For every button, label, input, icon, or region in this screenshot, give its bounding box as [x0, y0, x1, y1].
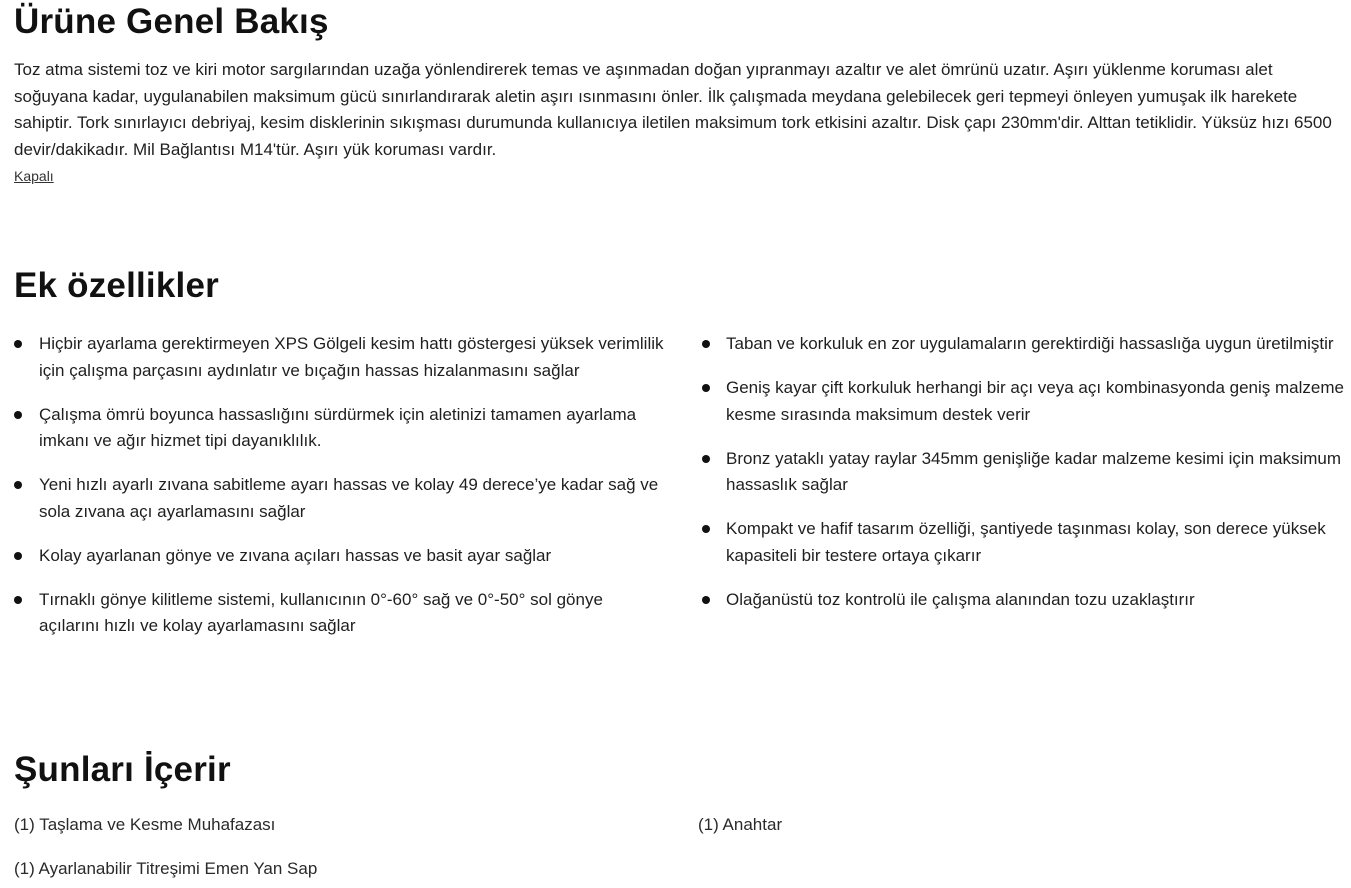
feature-item — [14, 472, 664, 525]
bullet-icon — [702, 596, 710, 604]
feature-item — [700, 587, 1351, 614]
bullet-icon — [14, 596, 22, 604]
feature-text: Bronz yataklı yatay raylar 345mm genişliğe kadar malzeme kesimi için maksimum hassaslık sağlar — [726, 448, 1342, 494]
bullet-icon — [702, 384, 710, 392]
feature-text: Geniş kayar çift korkuluk herhangi bir açı veya açı kombinasyonda geniş malzeme kesme sırasında maksimum destek verir — [726, 378, 1344, 424]
collapse-toggle-link[interactable]: Kapalı — [14, 168, 54, 184]
bullet-icon — [14, 552, 22, 560]
overview-description: Toz atma sistemi toz ve kiri motor sargılarından uzağa yönlendirerek temas ve aşınmadan doğan yıpranmayı azaltır ve alet ömrünü uzatır. Aşırı yüklenme koruması alet soğuyana kadar, uygulanabilen maksimum gücü sınırlandırarak aletin aşırı ısınmasını önler. İlk çalışmada meydana gelebilecek geri tepmeyi önleyen yumuşak ilk harekete sahiptir. Tork sınırlayıcı debriyaj, kesim disklerinin sıkışması durumunda kullanıcıya iletilen maksimum tork etkisini azaltır. Disk çapı 230mm'dir. Alttan tetiklidir. Yüksüz hızı 6500 devir/dakikadır. Mil Bağlantısı M14'tür. Aşırı yük koruması vardır. — [14, 60, 1332, 159]
features-list-left — [14, 331, 664, 657]
feature-text: Hiçbir ayarlama gerektirmeyen XPS Gölgeli kesim hattı göstergesi yüksek verimlilik için çalışma parçasını aydınlatır ve bıçağın hassas hizalanmasını sağlar — [39, 334, 664, 380]
feature-item — [700, 331, 1351, 358]
feature-text: Çalışma ömrü boyunca hassaslığını sürdürmek için aletinizi tamamen ayarlama imkanı ve ağır hizmet tipi dayanıklılık. — [39, 404, 637, 450]
features-title: Ek özellikler — [14, 266, 219, 305]
product-overview-section — [14, 2, 1351, 186]
bullet-icon — [702, 455, 710, 463]
overview-title: Ürüne Genel Bakış — [14, 2, 329, 41]
feature-item — [14, 543, 664, 570]
bullet-icon — [702, 340, 710, 348]
feature-text: Kolay ayarlanan gönye ve zıvana açıları hassas ve basit ayar sağlar — [39, 545, 552, 565]
features-list-right — [700, 331, 1351, 631]
feature-item — [700, 516, 1351, 569]
bullet-icon — [14, 340, 22, 348]
additional-features-section — [14, 266, 1351, 671]
feature-item — [700, 446, 1351, 499]
included-item: (1) Ayarlanabilir Titreşimi Emen Yan Sap — [14, 859, 318, 878]
feature-text: Taban ve korkuluk en zor uygulamaların gerektirdiği hassaslığa uygun üretilmiştir — [726, 334, 1334, 353]
includes-section — [14, 750, 1351, 878]
feature-item — [14, 331, 664, 384]
features-columns — [14, 331, 1351, 671]
bullet-icon — [14, 481, 22, 489]
feature-text: Kompakt ve hafif tasarım özelliği, şantiyede taşınması kolay, son derece yüksek kapasiteli bir testere ortaya çıkarır — [726, 519, 1326, 565]
bullet-icon — [702, 525, 710, 533]
feature-item — [14, 402, 664, 455]
included-item: (1) Taşlama ve Kesme Muhafazası — [14, 815, 276, 834]
includes-title: Şunları İçerir — [14, 750, 231, 789]
included-item: (1) Anahtar — [698, 815, 783, 834]
bullet-icon — [14, 411, 22, 419]
feature-text: Tırnaklı gönye kilitleme sistemi, kullanıcının 0°-60° sağ ve 0°-50° sol gönye açılarını hızlı ve kolay ayarlamasını sağlar — [39, 589, 603, 635]
feature-text: Olağanüstü toz kontrolü ile çalışma alanından tozu uzaklaştırır — [726, 589, 1195, 609]
feature-item — [700, 375, 1351, 428]
feature-text: Yeni hızlı ayarlı zıvana sabitleme ayarı hassas ve kolay 49 derece’ye kadar sağ ve sola zıvana açı ayarlamasını sağlar — [39, 475, 659, 521]
feature-item — [14, 587, 664, 640]
